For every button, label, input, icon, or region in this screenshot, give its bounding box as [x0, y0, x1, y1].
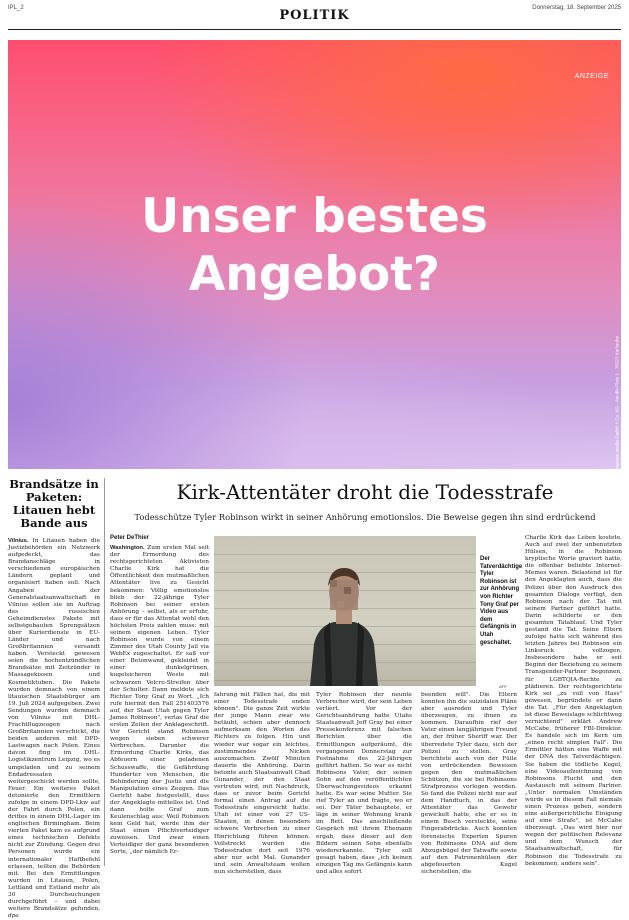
- photo-caption: Der Tatverdächtige Tyler Robinson ist zur Anhörung von Richter Tony Graf per Video aus dem Gefängnis in Utah geschaltet.: [480, 556, 523, 646]
- article-author: Peter DeThier: [110, 535, 150, 541]
- ad-headline-line2: Angebot?: [188, 247, 441, 302]
- column-divider: [104, 478, 105, 866]
- side-article-headline: Brandsätze in Paketen: Litauen hebt Bande aus: [9, 477, 99, 530]
- side-article-dateline: Vilnius.: [8, 538, 29, 544]
- photo-credit: AFP: [499, 684, 507, 689]
- page-code: IPL_2: [8, 5, 24, 11]
- article-column-4: beenden will". Die Eltern konnten ihn die suizidalen Pläne aber ausreden und Tyler überzeugen, zu ihnen zu kommen. Daraufhin rief der Vater einen langjährigen Freund an, der früher Sheriff war. Der überredete Tyler dazu, sich der Polizei zu stellen. Gray berichtete auch von der Fülle von erdrückenden Beweisen gegen den mutmaßlichen Schützen, die sie bei Robinsons Strafprozess vorlegen werden. So fand die Polizei nicht nur auf dem Handtuch, in das der Attentäter das Gewehr gewickelt hatte, ehe er es in einem Busch versteckte, seine Fingerabdrücke. Auch konnten forensische Experten Spuren von Robinsons DNA auf dem Abzugsbügel der Tatwaffe sowie auf den Patronenhülsen der abgefeuerten Kugel sicherstellen, die: [421, 692, 517, 875]
- article-headline: Kirk-Attentäter droht die Todesstrafe: [176, 480, 554, 504]
- advertisement[interactable]: [8, 40, 621, 483]
- header-rule: [8, 29, 621, 30]
- article-dateline: Washington.: [110, 545, 145, 552]
- article-column-1: [110, 535, 209, 857]
- ad-legal-text: dfv dialogware media GmbH + Co. KG · Am dfv-Platz 1 · 76227 Karlsruhe: [615, 336, 620, 483]
- section-title: POLITIK: [279, 8, 350, 23]
- ad-headline-line1: Unser bestes: [141, 189, 488, 244]
- side-article-source: dpa: [8, 913, 19, 920]
- page-date: Donnerstag, 18. September 2025: [532, 5, 621, 11]
- article-column-3: Tyler Robinson der neunte Verbrecher wird, der sein Leben verliert. Vor der Gerichtsanhörung hatte Utahs Staatsanwalt Jeff Gray bei einer Pressekonferenz mit falschen Berichten über die Ermittlungen aufgeräumt, die vergangenen Donnerstag zur Festnahme des 22-Jährigen geführt hatten. So war es nicht Robinsons Vater, der seinen Sohn auf den veröffentlichten Überwachungsvideos erkannt hatte. Es war seine Mutter. Sie rief Tyler an und fragte, wo er sei. Der Täter behauptete, er läge in seiner Wohnung krank im Bett. Das anschließende Gespräch mit ihrem Ehemann ergab, dass dieser auf den Bildern seinen Sohn ebenfalls wiedererkannte. Tyler soll gesagt haben, dass „ich keinen einzigen Tag ins Gefängnis kann und alles sofort: [316, 692, 412, 875]
- article-subline: Todesschütze Tyler Robinson wirkt in seiner Anhörung emotionslos. Die Beweise gegen ihn sind erdrückend: [134, 512, 596, 522]
- suspect-figure: [304, 556, 384, 686]
- ad-label: ANZEIGE: [574, 73, 609, 80]
- side-article: [8, 478, 100, 920]
- article-column-2: fahrung mit Fällen hat, die mit einer Todesstrafe enden können". Die ganze Zeit wirkte der junge Mann zwar wie betäubt, schien aber dennoch aufmerksam den Worten des Richters zu folgen. Hin und wieder war sogar ein leichtes, zustimmendes Nicken auszumachen. Zwölf Minuten dauerte die Anhörung. Darin betonte auch Staatsanwalt Chad Gunander, der den Staat vertreten wird, mit Nachdruck, dass er zuvor beim Gericht formal einen Antrag auf die Todesstrafe eingereicht hatte. Utah ist einer von 27 US-Staaten, in denen besonders schwere Verbrechen zu einer Hinrichtung führen können. Vollstreckt wurden die Todesstrafen dort seit 1976 aber nur acht Mal. Gunander und sein Anwaltsteam wollen nun sicherstellen, dass: [214, 692, 310, 875]
- article-column-1-text: Zum ersten Mal seit der Ermordung des rechtsgerichteten Aktivisten Charlie Kirk hat die Öffentlichkeit den mutmaßlichen Attentäter live zu Gesicht bekommen: Völlig emotionslos blieb der 22-jährige Tyler Robinson bei seiner ersten Anhörung – selbst, als er erfuhr, dass er für das Attentat wohl den höchsten Preis zahlen muss: mit seinem eigenen Leben. Tyler Robinson wurde von einem Zimmer des Utah County Jail via WebEx zugeschaltet. Er saß vor einer Betonwand, gekleidet in einer dunkelgrünen, kugelsicheren Weste mit schwarzen Velcro-Streifen über der Schulter. Dann meldete sich Richter Tony Graf zu Wort. „Ich rufe hiermit den Fall 251403576 auf, der Staat Utah gegen Tyler James Robinson", verlas Graf die ersten Zeilen der Anklageschrift. Vor Gericht stand Robinson wegen sieben schwerer Verbrechen. Darunter die Ermordung Charlie Kirks, das Abfeuern einer geladenen Schusswaffe, die Gefährdung Hunderter von Menschen, die Behinderung der Justiz und die Manipulation eines Zeugen. Das Gericht habe festgestellt, dass der Angeklagte mittellos ist. Und dann holte Graf zum Keulenschlag aus: Weil Robinson kein Geld hat, werde ihm der Staat einen Pflichtverteidiger zuweisen. Und zwar einen Verteidiger der ganz besonderen Sorte, „der nämlich Er-: [110, 545, 209, 856]
- ad-headline: [8, 188, 621, 304]
- side-article-text: In Litauen haben die Justizbehörden ein Netzwerk aufgedeckt, das Brandanschläge in verschiedenen europäischen Ländern geplant und organisiert haben soll. Nach Angaben der Generalstaatsanwaltschaft in Vilnius sollen sie im Auftrag des russischen Geheimdienstes Pakete mit selbstgebauten Sprengsätzen über Kurierdienste in EU-Länder und nach Großbritannien versandt haben. Versteckt gewesen seien die hochentzündlichen Brandsätze mit Zeitzünder in Massagekissen und Kosmetiktuben. Die Pakete wurden demnach von einem litauischen Staatsbürger am 19. Juli 2024 aufgegeben. Zwei Sendungen wurden demnach von Vilnius mit DHL-Frachtflugzeugen nach Großbritannien verschickt, die beiden anderen mit DPD-Lastwagen nach Polen. Eines davon fing im DHL-Logistikzentrum Leipzig, wo es umgeladen und zu seinem Endadressaten weitergeschickt werden sollte, Feuer. Ein weiteres Paket detonierte den Ermittlern zufolge in einem DPD-Lkw auf der Fahrt durch Polen, ein drittes in einem DHL-Lager im englischen Birmingham. Beim vierten Paket kam es aufgrund eines technischen Defekts nicht zur Zündung. Gegen drei Personen wurde ein internationaler Haftbefehl erlassen, teilten die Behörden mit. Bei den Ermittlungen wurden in Litauen, Polen, Lettland und Estland mehr als 30 Durchsuchungen durchgeführt – und dabei weitere Brandsätze gefunden.: [8, 538, 101, 913]
- article-photo: [214, 536, 476, 686]
- article-column-5: Charlie Kirk das Leben kostete. Auch auf zwei der unbenutzten Hülsen, in die Robinson kryptische Worte graviert hatte, die offenbar beliebte Internet-Memes waren. Belastend ist für den Angeklagten auch, dass die Polizei über den Ausdruck des gesamten Dialogs verfügt, den Robinson nach der Tat mit seinem Partner geführt hatte. Darin schilderte er den gesamten Tatablauf. Und Tyler gestand die Tat. Seine Eltern zufolge hatte sich während des letzten Jahres bei Robinson ein Linksruck vollzogen. Insbesondere habe er seit Beginn der Beziehung zu seinem Transgender-Partner begonnen, für LGBTQIA-Rechte zu plädieren. Der rechtsgerichtete Kirk sei „zu voll von Hass" gewesen, begründete er dann die Tat. „Für den Angeklagten ist diese Beweislage schlichtweg vernichtend" erklärt Andrew McCabe, früherer FBI-Direktor. Es handele sich im Kern um „einen recht simplen Fall". Die Ermittler hätten eine Waffe mit der DNA des Tatverdächtigen. Sie haben die tödliche Kugel, eine Videoaufzeichnung von Robinsons Flucht und den Austausch mit seinem Partner. „Unter normalen Umständen würde es in diesem Fall niemals einen Prozess geben, sondern eine außergerichtliche Einigung auf eine Strafe", ist McCabe überzeugt. „Das wird hier nur wegen der politischen Relevanz und dem Wunsch der Staatsanwaltschaft, für Robinson die Todesstrafe zu bekommen, anders sein".: [525, 535, 622, 867]
- side-article-body: [8, 538, 100, 920]
